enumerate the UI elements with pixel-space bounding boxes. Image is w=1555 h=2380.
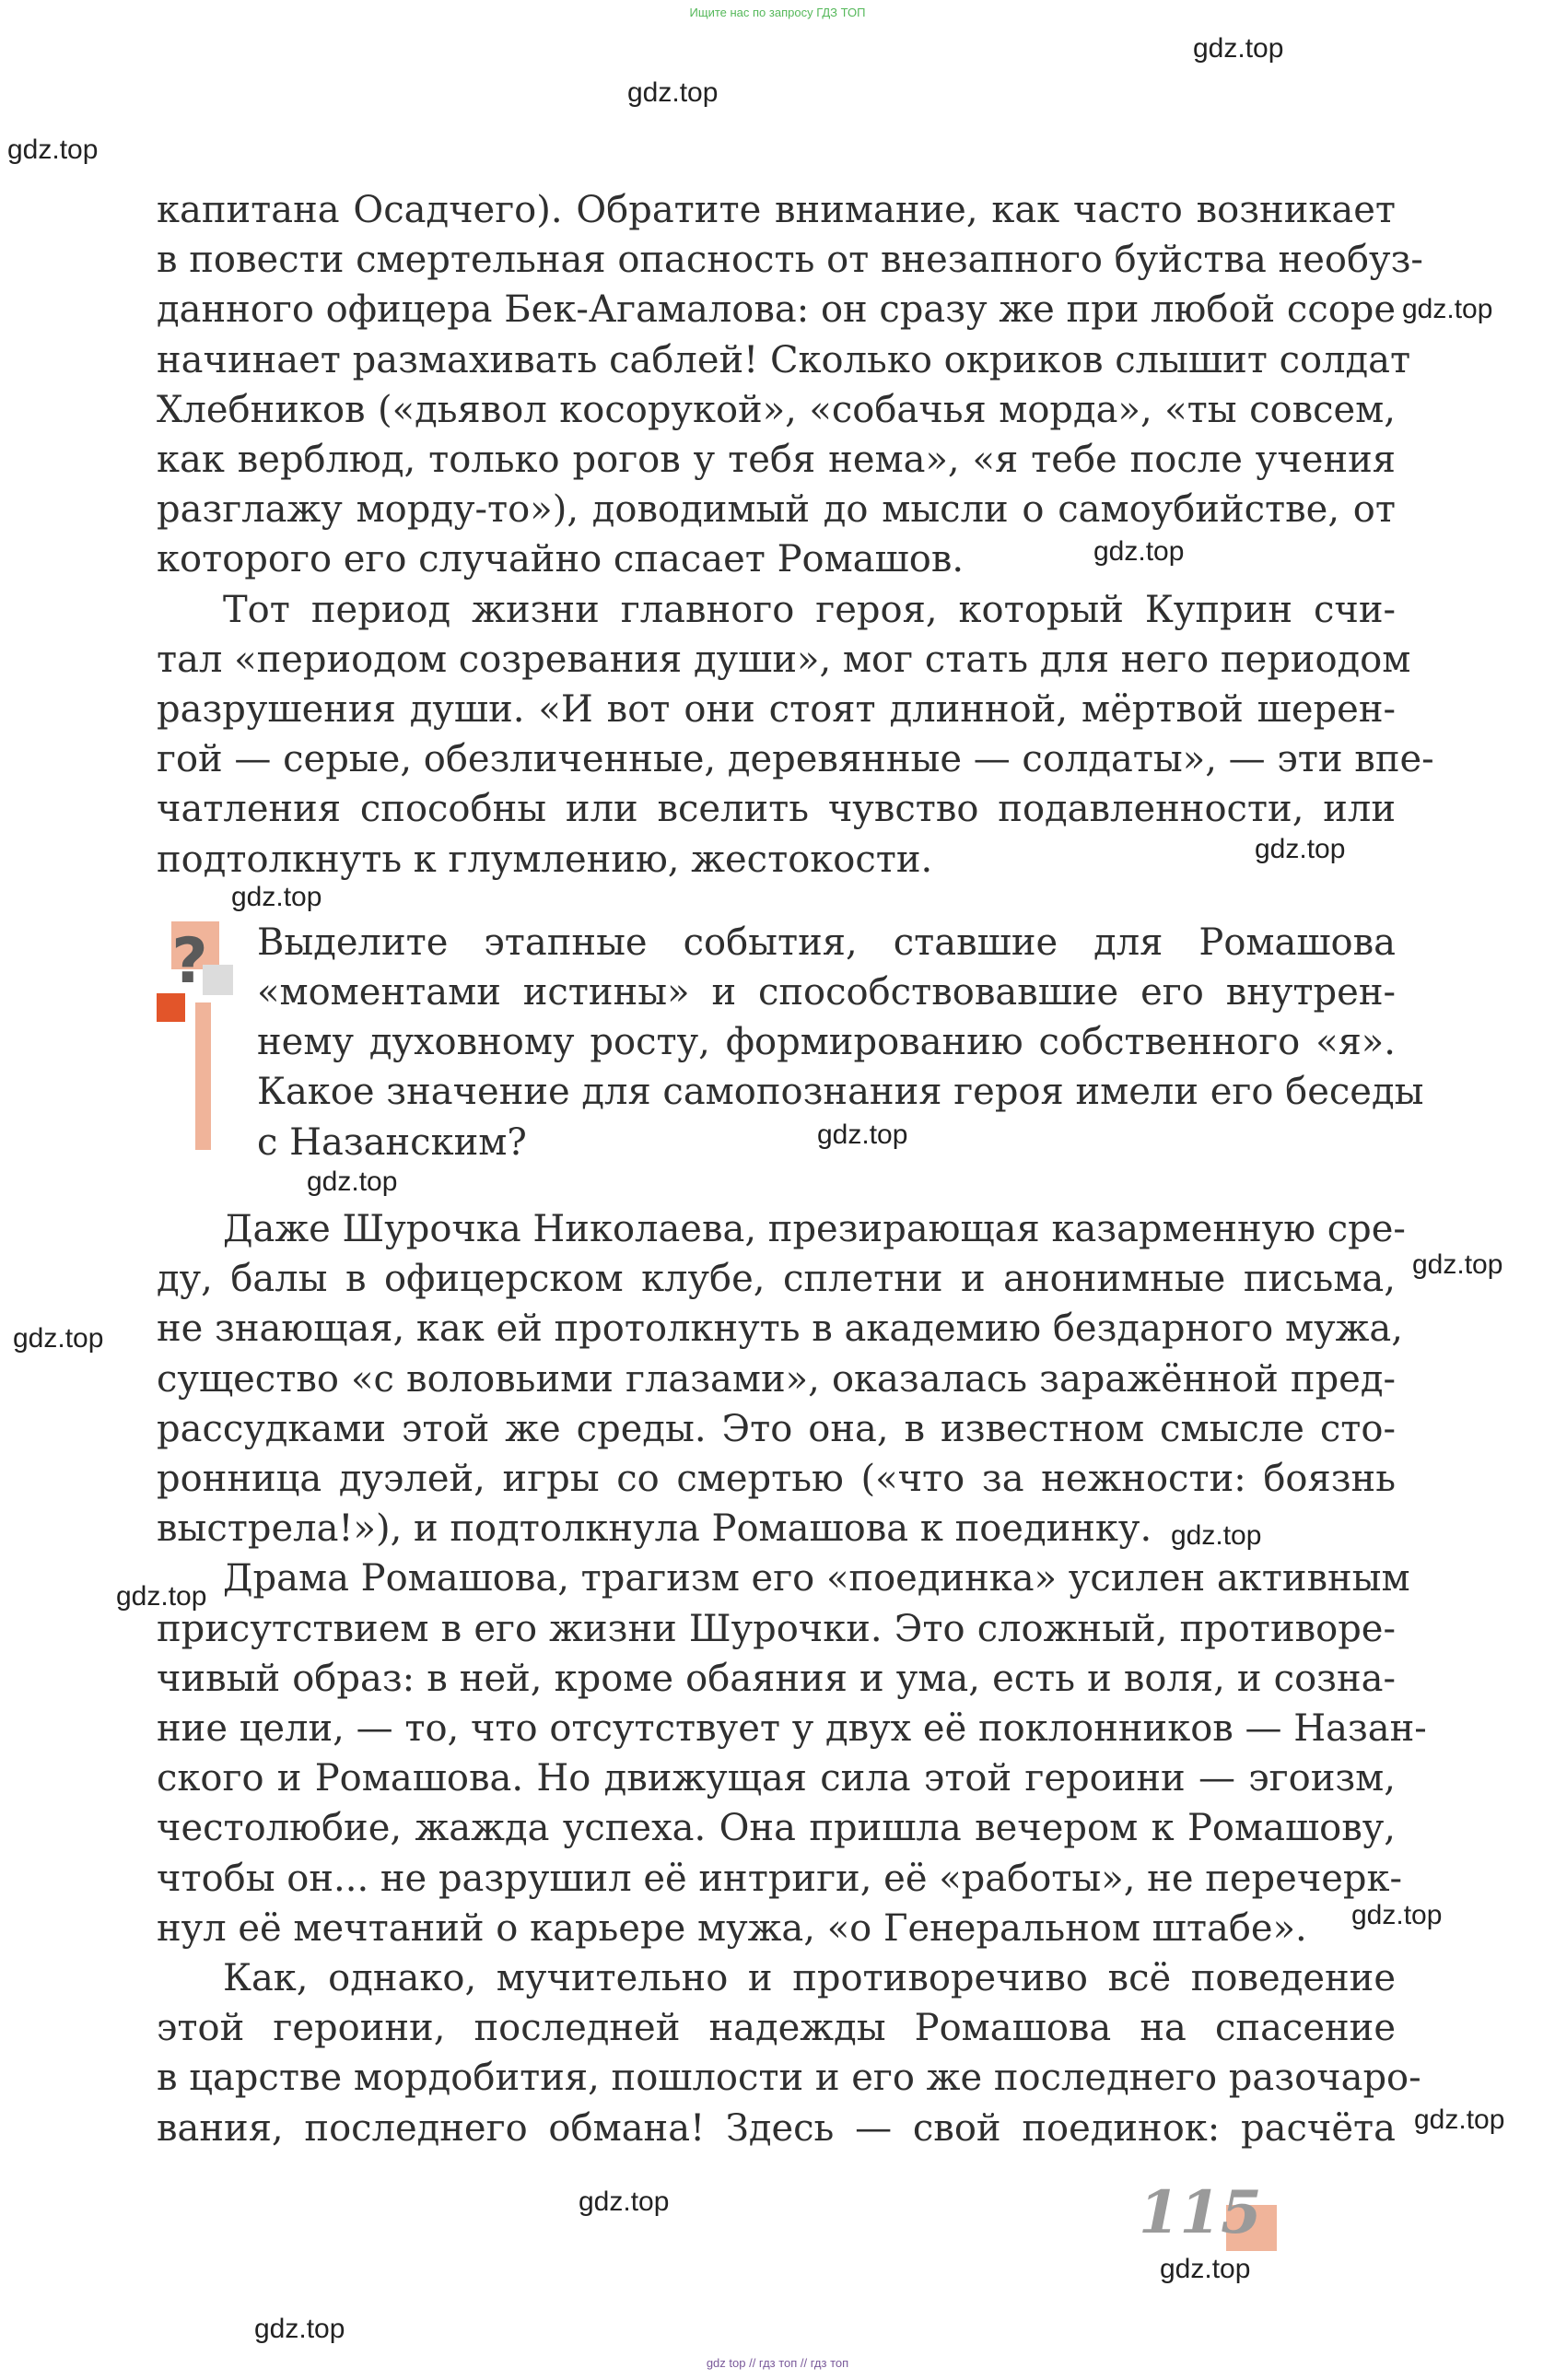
text-line: гой — серые, обезличенные, деревянные — солдаты», — эти впе-: [157, 738, 1434, 780]
watermark: gdz.top: [1255, 834, 1346, 864]
text-line: разрушения души. «И вот они стоят длинной, мёртвой шерен-: [157, 688, 1396, 731]
watermark: gdz.top: [231, 882, 322, 912]
text-line: подтолкнуть к глумлению, жестокости.: [157, 838, 933, 881]
watermark: gdz.top: [116, 1581, 207, 1612]
text-line: ронница дуэлей, игры со смертью («что за нежности: боязнь: [157, 1458, 1396, 1500]
text-line: не знающая, как ей протолкнуть в академию бездарного мужа,: [157, 1307, 1403, 1350]
watermark: gdz.top: [1402, 294, 1493, 324]
watermark: gdz.top: [1171, 1520, 1262, 1551]
text-line: капитана Осадчего). Обратите внимание, как часто возникает: [157, 189, 1396, 231]
text-line: рассудками этой же среды. Это она, в известном смысле сто-: [157, 1408, 1396, 1450]
text-line: в царстве мордобития, пошлости и его же последнего разочаро-: [157, 2057, 1421, 2099]
text-line: этой героини, последней надежды Ромашова на спасение: [157, 2007, 1396, 2049]
text-line: ду, балы в офицерском клубе, сплетни и анонимные письма,: [157, 1258, 1396, 1300]
question-mark-icon: ?: [171, 925, 208, 998]
watermark: gdz.top: [1093, 536, 1185, 567]
watermark: gdz.top: [1351, 1900, 1443, 1930]
text-line: вания, последнего обмана! Здесь — свой поединок: расчёта: [157, 2107, 1396, 2150]
watermark: gdz.top: [1193, 33, 1284, 64]
watermark: gdz.top: [627, 77, 719, 108]
question-line: нему духовному росту, формированию собственного «я».: [257, 1021, 1396, 1063]
watermark: gdz.top: [254, 2314, 345, 2344]
text-line: чивый образ: в ней, кроме обаяния и ума, есть и воля, и созна-: [157, 1658, 1396, 1700]
text-line: чатления способны или вселить чувство подавленности, или: [157, 788, 1396, 830]
text-line: которого его случайно спасает Ромашов.: [157, 538, 965, 580]
text-line: в повести смертельная опасность от внезапного буйства необуз-: [157, 239, 1423, 281]
watermark: gdz.top: [307, 1167, 398, 1197]
watermark: gdz.top: [7, 135, 99, 165]
watermark: gdz.top: [13, 1323, 104, 1354]
text-line: как верблюд, только рогов у тебя нема», «я тебе после учения: [157, 439, 1396, 481]
text-line: Как, однако, мучительно и противоречиво всё поведение: [223, 1957, 1396, 1999]
text-line: данного офицера Бек-Агамалова: он сразу же при любой ссоре: [157, 288, 1397, 331]
question-line: Выделите этапные события, ставшие для Ромашова: [257, 921, 1396, 964]
text-line: ние цели, — то, что отсутствует у двух её поклонников — Назан-: [157, 1707, 1427, 1750]
text-line: разглажу морду-то»), доводимый до мысли о самоубийстве, от: [157, 488, 1396, 531]
text-line: существо «с воловьими глазами», оказалась заражённой пред-: [157, 1358, 1396, 1401]
text-line: выстрела!»), и подтолкнула Ромашова к поединку.: [157, 1507, 1152, 1550]
watermark: gdz.top: [817, 1120, 908, 1150]
text-line: Даже Шурочка Николаева, презирающая казарменную сре-: [223, 1208, 1406, 1250]
text-line: Хлебников («дьявол косорукой», «собачья морда», «ты совсем,: [157, 389, 1396, 431]
watermark: gdz.top: [1160, 2254, 1251, 2284]
watermark: gdz.top: [1412, 1249, 1503, 1280]
text-line: нул её мечтаний о карьере мужа, «о Генеральном штабе».: [157, 1907, 1307, 1950]
text-line: тал «периодом созревания души», мог стать для него периодом: [157, 639, 1411, 681]
watermark: gdz.top: [1414, 2104, 1505, 2135]
question-decor-bar: [195, 1002, 211, 1150]
text-line: Драма Ромашова, трагизм его «поединка» усилен активным: [223, 1557, 1410, 1600]
question-line: Какое значение для самопознания героя имели его беседы: [257, 1071, 1424, 1113]
text-line: ского и Ромашова. Но движущая сила этой героини — эгоизм,: [157, 1757, 1396, 1800]
text-line: начинает размахивать саблей! Сколько окриков слышит солдат: [157, 339, 1411, 381]
bottom-note: gdz top // гдз топ // гдз топ: [706, 2356, 849, 2370]
text-line: присутствием в его жизни Шурочки. Это сложный, противоре-: [157, 1608, 1396, 1650]
text-line: честолюбие, жажда успеха. Она пришла вечером к Ромашову,: [157, 1807, 1396, 1849]
text-line: чтобы он... не разрушил её интриги, её «работы», не перечерк-: [157, 1858, 1403, 1900]
page-number: 115: [1139, 2178, 1262, 2247]
watermark: gdz.top: [579, 2187, 670, 2217]
question-line: с Назанским?: [257, 1121, 527, 1164]
question-line: «моментами истины» и способствовавшие его внутрен-: [257, 971, 1396, 1014]
text-line: Тот период жизни главного героя, который Куприн счи-: [223, 589, 1396, 631]
top-search-note: Ищите нас по запросу ГДЗ ТОП: [689, 6, 866, 19]
